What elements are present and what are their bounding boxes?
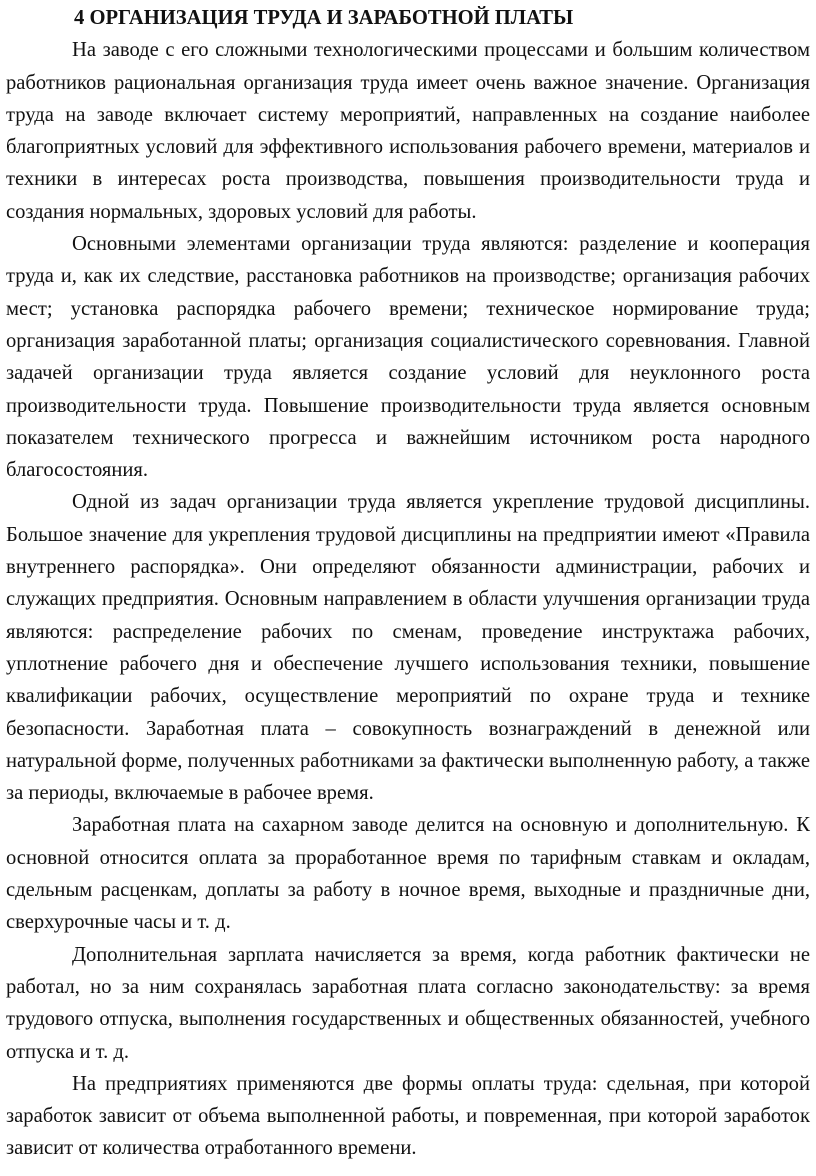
paragraph-additional-wage: Дополнительная зарплата начисляется за время, когда работник фактически не работал, но за ним сохранялась заработная плата согласно законодательству: за время трудового отпуска, выполнения государственных и общественных обязанностей, учебного отпуска и т. д. [6, 943, 810, 1063]
paragraph-labor-discipline: Одной из задач организации труда является укрепление трудовой дисциплины. Большое значение для укрепления трудовой дисциплины на предприятии имеют «Правила внутреннего распорядка». Они определяют обязанности администрации, рабочих и служащих предприятия. Основным направлением в области улучшения организации труда являются: распределение рабочих по сменам, проведение инструктажа рабочих, уплотнение рабочего дня и обеспечение лучшего использования техники, повышение квалификации рабочих, осуществление мероприятий по охране труда и технике безопасности. Заработная плата – совокупность вознаграждений в денежной или натуральной форме, полученных работниками за фактически выполненную работу, а также за периоды, включаемые в рабочее время. [6, 491, 810, 805]
paragraph-wage-types: Заработная плата на сахарном заводе делится на основную и дополнительную. К основной относится оплата за проработанное время по тарифным ставкам и окладам, сдельным расценкам, доплаты за работу в ночное время, выходные и праздничные дни, сверхурочные часы и т. д. [6, 814, 810, 934]
paragraph-work-organization-intro: На заводе с его сложными технологическими процессами и большим количеством работников рациональная организация труда имеет очень важное значение. Организация труда на заводе включает систему мероприятий, направленных на создание наиболее благоприятных условий для эффективного использования рабочего времени, материалов и техники в интересах роста производства, повышения производительности труда и создания нормальных, здоровых условий для работы. [6, 39, 810, 223]
paragraph-payment-forms: На предприятиях применяются две формы оплаты труда: сдельная, при которой заработок зависит от объема выполненной работы, и повременная, при которой заработок зависит от количества отработанного времени. [6, 1072, 810, 1160]
section-heading: 4 ОРГАНИЗАЦИЯ ТРУДА И ЗАРАБОТНОЙ ПЛАТЫ [74, 7, 574, 29]
paragraph-organization-elements: Основными элементами организации труда являются: разделение и кооперация труда и, как их следствие, расстановка работников на производстве; организация рабочих мест; установка распорядка рабочего времени; техническое нормирование труда; организация заработанной платы; организация социалистического соревнования. Главной задачей организации труда является создание условий для неуклонного роста производительности труда. Повышение производительности труда является основным показателем технического прогресса и важнейшим источником роста народного благосостояния. [6, 233, 810, 482]
